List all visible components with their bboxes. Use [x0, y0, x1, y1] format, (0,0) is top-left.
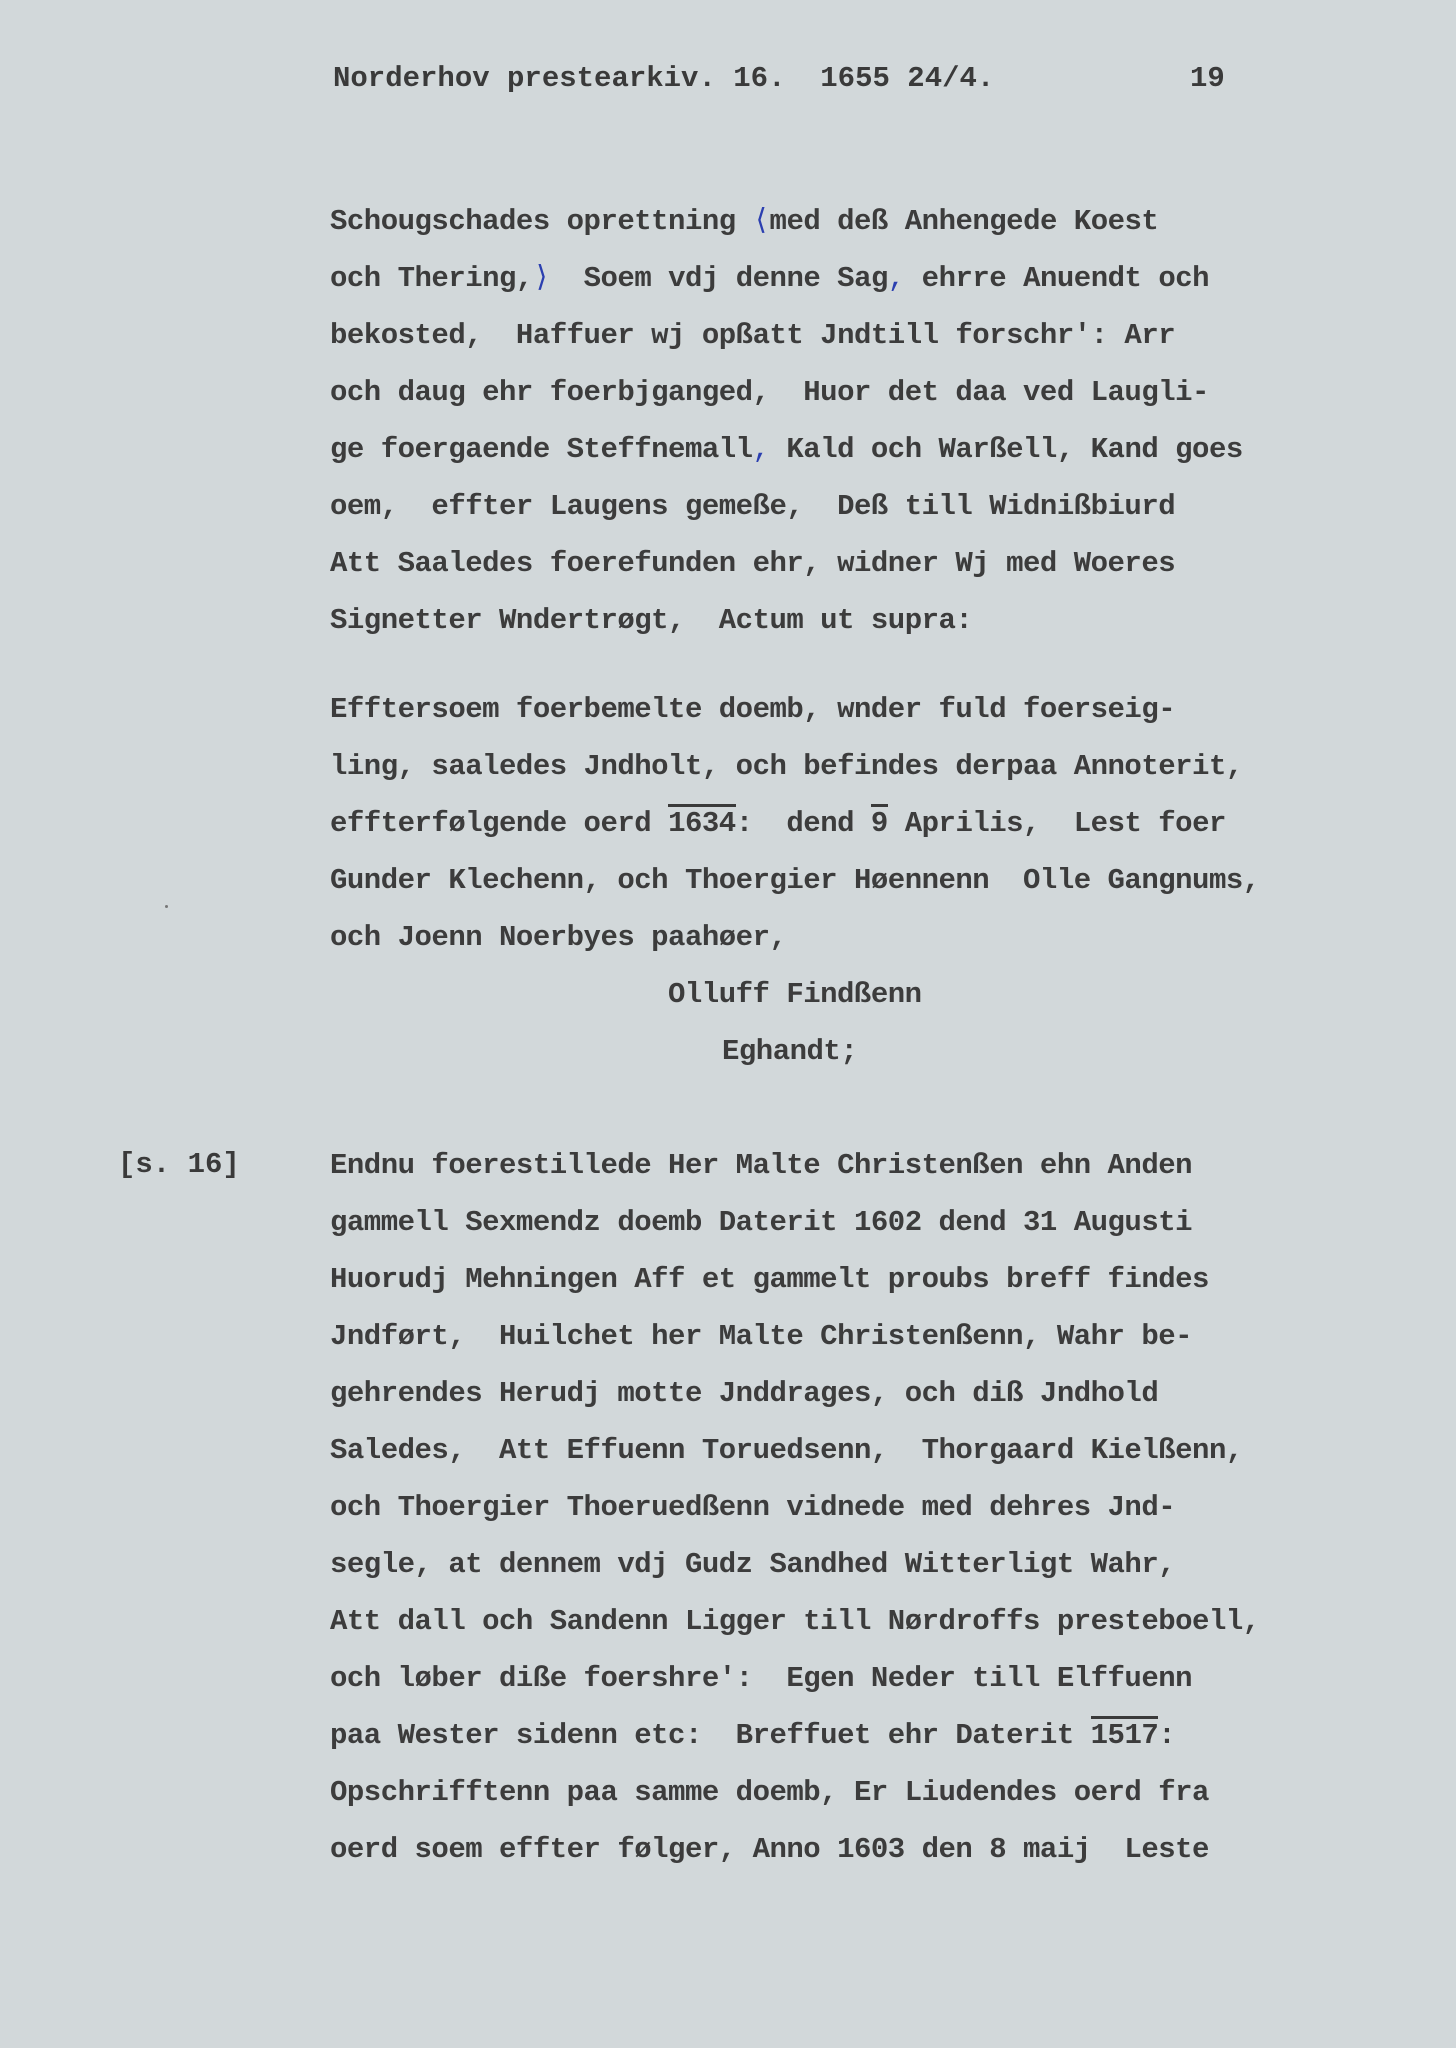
document-header: Norderhov prestearkiv. 16. 1655 24/4.: [333, 62, 995, 95]
text-line: gehrendes Herudj motte Jnddrages, och diß Jndhold: [330, 1377, 1159, 1410]
page-number: 19: [1190, 62, 1225, 95]
signature-name: Olluff Findßenn: [668, 978, 922, 1011]
text-line: och daug ehr foerbjganged, Huor det daa ved Laugli-: [330, 376, 1209, 409]
paper-speck: [165, 905, 168, 908]
text-line: och Joenn Noerbyes paahøer,: [330, 921, 787, 954]
text-line: segle, at dennem vdj Gudz Sandhed Witterligt Wahr,: [330, 1548, 1176, 1581]
text-line: ling, saaledes Jndholt, och befindes derpaa Annoterit,: [330, 750, 1243, 783]
text-line: oerd soem effter følger, Anno 1603 den 8 maij Leste: [330, 1833, 1209, 1866]
overlined-year: 1517: [1091, 1716, 1159, 1752]
text-line: [330, 433, 1243, 467]
text-line: och Thoergier Thoeruedßenn vidnede med dehres Jnd-: [330, 1491, 1176, 1524]
text-span: effterfølgende oerd: [330, 807, 669, 840]
text-line: Efftersoem foerbemelte doemb, wnder fuld foerseig-: [330, 693, 1176, 726]
text-span: och Thering,: [330, 262, 533, 295]
text-line: Signetter Wndertrøgt, Actum ut supra:: [330, 604, 973, 637]
text-line: och løber diße foershre': Egen Neder till Elffuenn: [330, 1662, 1193, 1695]
text-line: Gunder Klechenn, och Thoergier Høennenn Olle Gangnums,: [330, 864, 1260, 897]
overlined-day: 9: [871, 804, 888, 840]
text-span: :: [1158, 1719, 1176, 1752]
text-span: Soem vdj denne Sag: [549, 262, 888, 295]
text-span: Schougschades oprettning: [330, 205, 753, 238]
text-line: [330, 807, 1226, 841]
insertion-bracket-open: ⟨: [752, 205, 770, 238]
text-line: Endnu foerestillede Her Malte Christenßen ehn Anden: [330, 1149, 1193, 1182]
text-span: med deß Anhengede Koest: [769, 205, 1159, 238]
margin-reference: [s. 16]: [118, 1148, 240, 1181]
overlined-year: 1634: [668, 804, 736, 840]
text-line: [330, 262, 1209, 296]
signature-note: Eghandt;: [722, 1035, 858, 1068]
text-line: Att dall och Sandenn Ligger till Nørdroffs presteboell,: [330, 1605, 1260, 1638]
text-line: Huorudj Mehningen Aff et gammelt proubs breff findes: [330, 1263, 1209, 1296]
text-span: ehrre Anuendt och: [904, 262, 1210, 295]
text-line: [330, 1719, 1175, 1753]
inserted-comma: ,: [887, 262, 905, 295]
text-span: ge foergaende Steffnemall: [330, 433, 753, 466]
insertion-bracket-close: ⟩: [532, 262, 550, 295]
text-line: gammell Sexmendz doemb Daterit 1602 dend 31 Augusti: [330, 1206, 1193, 1239]
text-line: Att Saaledes foerefunden ehr, widner Wj med Woeres: [330, 547, 1176, 580]
text-span: Kald och Warßell, Kand goes: [769, 433, 1243, 466]
text-line: Opschrifftenn paa samme doemb, Er Liudendes oerd fra: [330, 1776, 1209, 1809]
text-line: oem, effter Laugens gemeße, Deß till Widnißbiurd: [330, 490, 1176, 523]
text-line: [330, 205, 1158, 239]
text-line: Saledes, Att Effuenn Toruedsenn, Thorgaard Kielßenn,: [330, 1434, 1243, 1467]
text-span: Aprilis, Lest foer: [887, 807, 1226, 840]
text-span: paa Wester sidenn etc: Breffuet ehr Daterit: [330, 1719, 1091, 1752]
text-span: : dend: [735, 807, 871, 840]
inserted-comma: ,: [752, 433, 770, 466]
text-line: bekosted, Haffuer wj opßatt Jndtill forschr': Arr: [330, 319, 1176, 352]
text-line: Jndført, Huilchet her Malte Christenßenn, Wahr be-: [330, 1320, 1193, 1353]
